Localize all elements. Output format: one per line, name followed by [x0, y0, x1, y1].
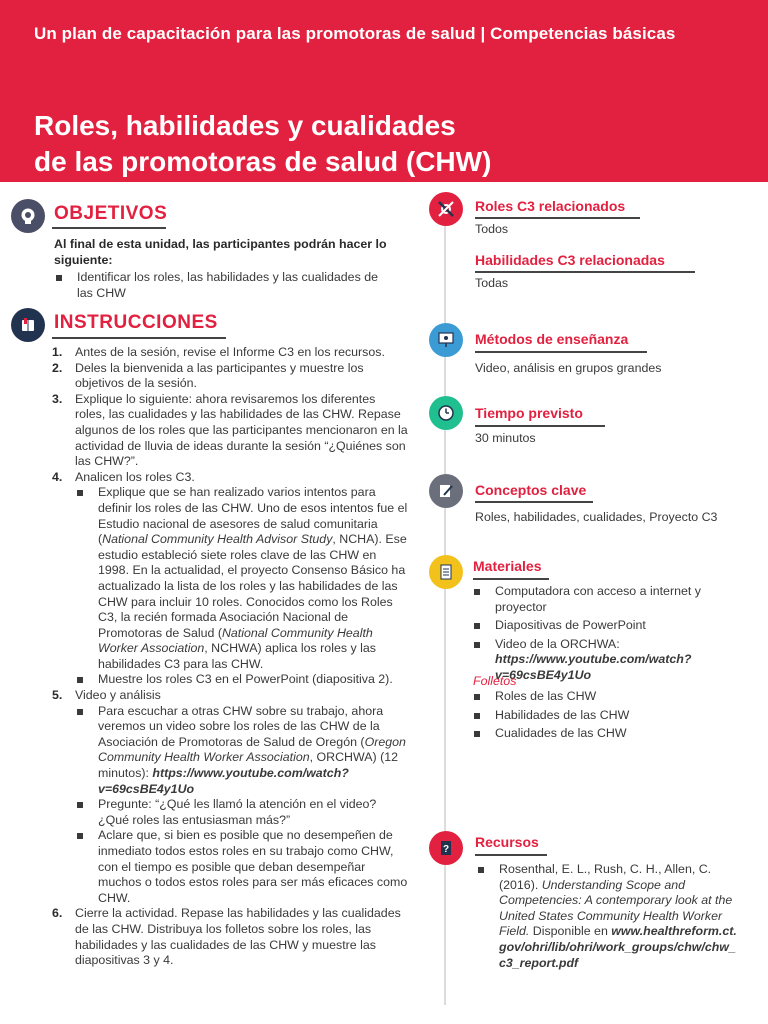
roles-heading: Roles C3 relacionados [475, 198, 626, 214]
concepts-value: Roles, habilidades, cualidades, Proyecto C3 [475, 510, 718, 524]
handouts-label: Folletos [473, 674, 517, 688]
video-link[interactable]: https://www.youtube.com/watch?v=69csBE4y1Uo [98, 766, 349, 796]
title-line-2: de las promotoras de salud (CHW) [34, 146, 492, 177]
step-item [52, 470, 408, 688]
roles-value: Todos [475, 222, 509, 236]
concepts-heading: Conceptos clave [475, 482, 587, 498]
sub-bullet: Pregunte: “¿Qué les llamó la atención en el video? ¿Qué roles las entusiasman más?” [75, 797, 408, 828]
roles-rule [475, 217, 640, 219]
sub-bullet: Explique que se han realizado varios intentos para definir los roles de las CHW. Uno de esos intentos fue el Estudio nacional de asesores de salud comunitaria (National Community Health Advisor Study, NCHA). Ese estudio estableció siete roles clave de las CHW en 1998. En la actualidad, el proyecto Consenso Básico ha actualizado la lista de los roles y las habilidades de las CHW para incluir 10 roles. Conocidos como los Roles C3, la recién formada Asociación Nacional de Promotoras de Salud (National Community Health Worker Association, NCHWA) aplica los roles y las habilidades C3 para las CHW. [75, 485, 408, 672]
step-item [52, 906, 408, 968]
objective-item: Identificar los roles, las habilidades y las cualidades de las CHW [54, 270, 394, 301]
question-book-icon [429, 831, 463, 865]
resource-item: Rosenthal, E. L., Rush, C. H., Allen, C. (2016). Understanding Scope and Competencies: A contemporary look at the United States Community Health Worker Field. Disponible en www.healthreform.ct.gov/ohri/lib/ohri/work_groups/chw/chw_c3_report.pdf [476, 862, 738, 971]
book-icon [11, 308, 45, 342]
concepts-rule [475, 501, 593, 503]
instructions-rule [52, 337, 226, 339]
time-value: 30 minutos [475, 431, 536, 445]
resources-rule [475, 854, 547, 856]
material-item: Diapositivas de PowerPoint [472, 618, 740, 634]
objectives-heading: OBJETIVOS [54, 203, 168, 224]
handout-item: Cualidades de las CHW [472, 726, 740, 742]
step-item [52, 392, 408, 470]
step-text: Explique lo siguiente: ahora revisaremos los diferentes roles, las cualidades y las habilidades de las CHW. Repase algunos de los roles que las participantes mencionaron en la actividad de lluvia de ideas durante la sesión “¿Quiénes son las CHW?”. [75, 391, 408, 469]
skills-value: Todas [475, 276, 509, 290]
pencil-note-icon [429, 474, 463, 508]
page-title [34, 108, 491, 180]
materials-list [472, 584, 740, 684]
step-text: Antes de la sesión, revise el Informe C3 en los recursos. [75, 345, 385, 359]
handout-item: Roles de las CHW [472, 689, 740, 705]
step-item [52, 688, 408, 906]
sub-bullet: Muestre los roles C3 en el PowerPoint (diapositiva 2). [75, 672, 408, 688]
svg-text:?: ? [442, 844, 450, 855]
material-item: Video de la ORCHWA: https://www.youtube.com/watch?v=69csBE4y1Uo [472, 637, 740, 684]
time-rule [475, 425, 605, 427]
skills-rule [475, 271, 695, 273]
material-item: Computadora con acceso a internet y proyector [472, 584, 740, 615]
time-heading: Tiempo previsto [475, 405, 583, 421]
objectives-list [54, 270, 394, 301]
header-banner [0, 0, 768, 182]
resource-link[interactable]: www.healthreform.ct.gov/ohri/lib/ohri/work_groups/chw/chw_c3_report.pdf [499, 924, 737, 970]
tools-icon [429, 192, 463, 226]
step-number: 5. [52, 688, 63, 703]
step-number: 4. [52, 469, 63, 484]
step-text: Analicen los roles C3. [75, 469, 195, 484]
materials-video-link[interactable]: https://www.youtube.com/watch?v=69csBE4y1Uo [495, 652, 692, 682]
step-number: 1. [52, 345, 63, 359]
resources-list [476, 862, 738, 971]
series-subtitle: Un plan de capacitación para las promotoras de salud | Competencias básicas [34, 24, 676, 43]
sub-bullet: Para escuchar a otras CHW sobre su trabajo, ahora veremos un video sobre los roles de las CHW de la Asociación de Promotoras de Salud de Oregón (Oregon Community Health Worker Association, ORCHWA) (12 minutos): https://www.youtube.com/watch?v=69csBE4y1Uo [75, 704, 408, 798]
objectives-intro: Al final de esta unidad, las participantes podrán hacer lo siguiente: [54, 237, 387, 267]
materials-rule [473, 578, 549, 580]
step-number: 6. [52, 906, 63, 921]
step-number: 2. [52, 360, 63, 375]
step-5-bullets [75, 704, 408, 907]
step-text: Video y análisis [75, 688, 161, 703]
clock-icon [429, 396, 463, 430]
methods-rule [475, 351, 647, 353]
step-4-bullets [75, 485, 408, 688]
skills-heading: Habilidades C3 relacionadas [475, 252, 665, 268]
methods-value: Video, análisis en grupos grandes [475, 361, 662, 375]
objectives-rule [52, 227, 166, 229]
head-gear-icon [11, 199, 45, 233]
step-item [52, 361, 408, 392]
step-text: Cierre la actividad. Repase las habilidades y las cualidades de las CHW. Distribuya los folletos sobre los roles, las habilidades y las cualidades de las CHW y muestre las diapositivas 3 y 4. [75, 906, 401, 968]
step-item [52, 345, 408, 361]
methods-heading: Métodos de enseñanza [475, 331, 629, 347]
list-icon [429, 555, 463, 589]
title-line-1: Roles, habilidades y cualidades [34, 110, 456, 141]
handouts-list [472, 689, 740, 742]
instructions-heading: INSTRUCCIONES [54, 312, 218, 333]
step-number: 3. [52, 391, 63, 406]
instructions-steps [52, 345, 408, 969]
materials-heading: Materiales [473, 558, 542, 574]
sub-bullet: Aclare que, si bien es posible que no desempeñen de inmediato todos estos roles en su trabajo como CHW, con el tiempo es posible que deban desempeñar muchos o todos estos roles para ser más eficaces como CHW. [75, 828, 408, 906]
step-text: Deles la bienvenida a las participantes y muestre los objetivos de la sesión. [75, 360, 364, 391]
resources-heading: Recursos [475, 834, 539, 850]
presentation-icon [429, 323, 463, 357]
handout-item: Habilidades de las CHW [472, 708, 740, 724]
